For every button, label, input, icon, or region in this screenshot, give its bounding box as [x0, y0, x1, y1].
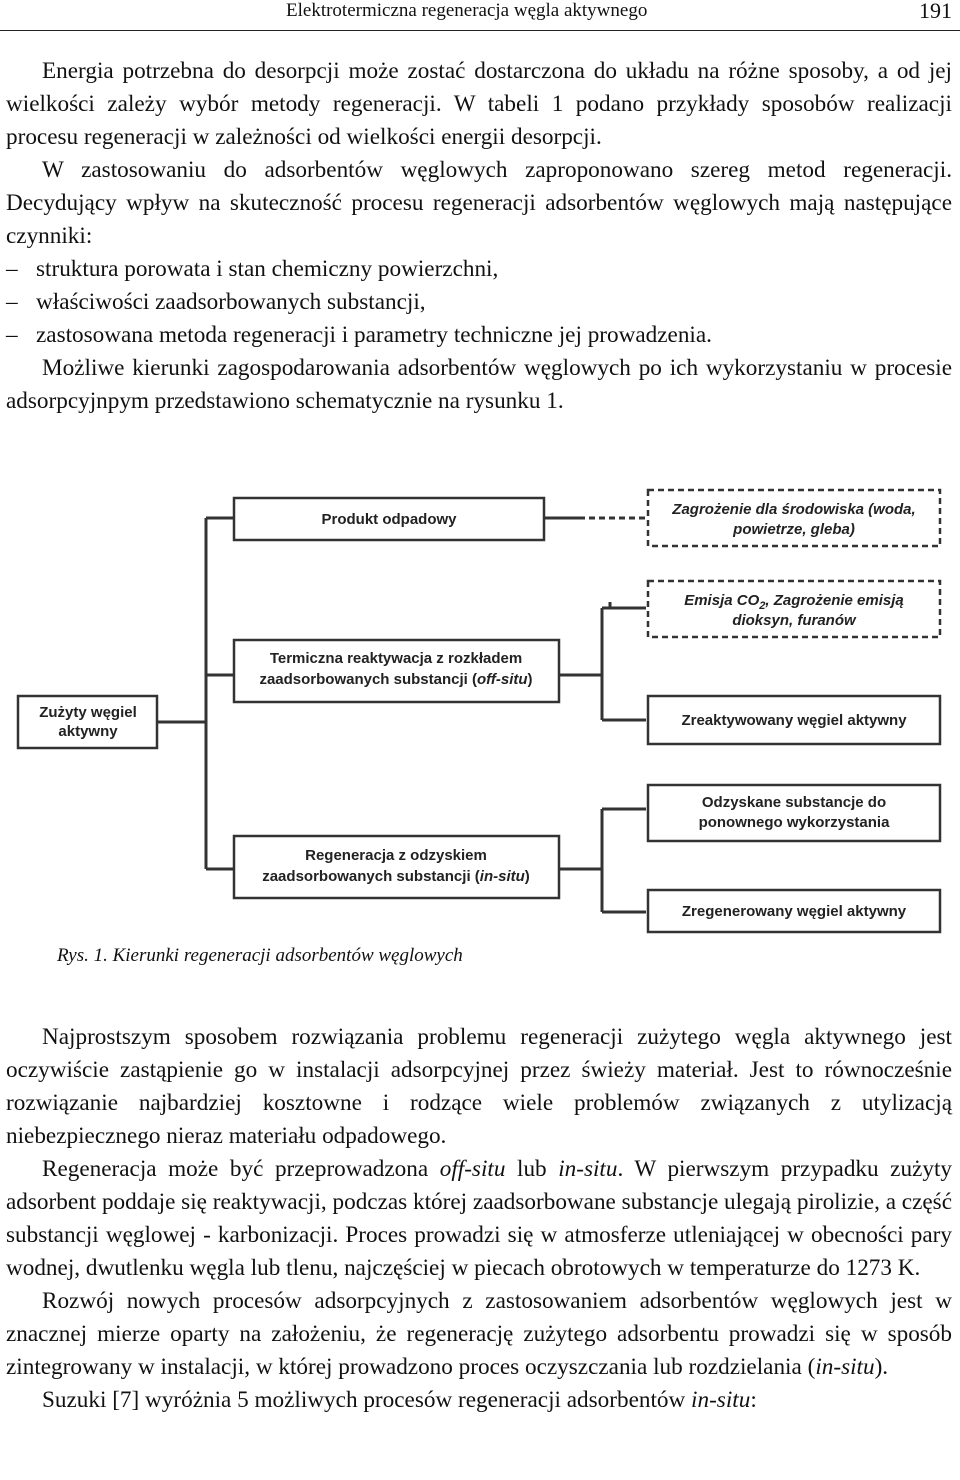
paragraph-energy: Energia potrzebna do desorpcji może zostać dostarczona do układu na różne sposoby, a od jej wielkości zależy wybór metody regeneracji. W tabeli 1 podano przykłady sposobów realizacji procesu regeneracji w zależności od wielkości energii desorpcji.: [6, 58, 952, 150]
intro-text: [6, 55, 952, 418]
box-insitu-line1: Regeneracja z odzyskiem: [305, 847, 487, 864]
box-environment-line2: powietrze, gleba): [733, 521, 855, 538]
box-insitu: [234, 836, 559, 898]
paragraph-offsitu-insitu: Regeneracja może być przeprowadzona off-situ lub in-situ. W pierwszym przypadku zużyty adsorbent poddaje się reaktywacji, podczas której zaadsorbowane substancje ulegają pirolizie, a część substancji węglowej - karbonizacji. Proces prowadzi się w atmosferze utleniającej w obecności pary wodnej, dwutlenku węgla lub tlenu, najczęściej w piecach obrotowych w temperaturze do 1273 K.: [6, 1156, 952, 1281]
box-source-label: Zużyty węgiel: [39, 704, 137, 721]
hazard-connectors: [579, 518, 646, 608]
box-regenerated-label: Zregenerowany węgiel aktywny: [681, 903, 907, 920]
box-waste-label: Produkt odpadowy: [321, 511, 457, 528]
box-emission-line1: Emisja $CO_2$, Zagrożenie emisją: [684, 592, 904, 612]
running-title: Elektrotermiczna regeneracja węgla aktywnego: [286, 0, 648, 21]
regeneration-diagram: [14, 484, 946, 934]
page-header: [0, 0, 960, 31]
list-item: – właściwości zaadsorbowanych substancji,: [6, 286, 952, 319]
box-recovered-line1: Odzyskane substancje do: [701, 794, 887, 811]
box-recovered-line2: ponownego wykorzystania: [698, 814, 890, 831]
box-environment-line1: Zagrożenie dla środowiska (woda,: [672, 501, 916, 518]
paragraph-directions: Możliwe kierunki zagospodarowania adsorbentów węglowych po ich wykorzystaniu w procesie adsorpcyjnpym przedstawiono schematycznie na rysunku 1.: [6, 355, 952, 414]
box-insitu-line2: zaadsorbowanych substancji (in-situ): [262, 868, 530, 885]
paragraph-suzuki: Suzuki [7] wyróżnia 5 możliwych procesów regeneracji adsorbentów in-situ:: [42, 1387, 757, 1413]
page-number: 191: [919, 0, 952, 23]
box-offsitu-line1: Termiczna reaktywacja z rozkładem: [269, 650, 523, 667]
paragraph-methods: W zastosowaniu do adsorbentów węglowych zaproponowano szereg metod regeneracji. Decydujący wpływ na skuteczność procesu regeneracji adsorbentów węglowych mają następujące czynniki:: [6, 157, 952, 249]
list-item: – struktura porowata i stan chemiczny powierzchni,: [6, 253, 952, 286]
figure-caption: Rys. 1. Kierunki regeneracji adsorbentów węglowych: [57, 945, 463, 966]
paragraph-replacement: Najprostszym sposobem rozwiązania problemu regeneracji zużytego węgla aktywnego jest oczywiście zastąpienie go w instalacji adsorpcyjnej przez świeży materiał. Jest to równocześnie rozwiązanie najbardziej kosztowne i rodzące wiele problemów związanych z utylizacją niebezpiecznego nieraz materiału odpadowego.: [6, 1024, 952, 1149]
box-offsitu-line2: zaadsorbowanych substancji (off-situ): [259, 671, 533, 688]
main-text: [6, 1021, 952, 1417]
list-item: – zastosowana metoda regeneracji i parametry techniczne jej prowadzenia.: [6, 319, 952, 352]
box-source-label-2: aktywny: [58, 723, 118, 740]
box-emission-line2: dioksyn, furanów: [732, 612, 856, 629]
box-reactivated-label: Zreaktywowany węgiel aktywny: [681, 712, 907, 729]
paragraph-development: Rozwój nowych procesów adsorpcyjnych z zastosowaniem adsorbentów węglowych jest w znacznej mierze oparty na założeniu, że regenerację zużytego adsorbentu prowadzi się w sposób zintegrowany w instalacji, w której prowadzono proces oczyszczania lub rozdzielania (in-situ).: [6, 1288, 952, 1380]
factor-list: [6, 253, 952, 352]
figure-1: [14, 484, 946, 934]
